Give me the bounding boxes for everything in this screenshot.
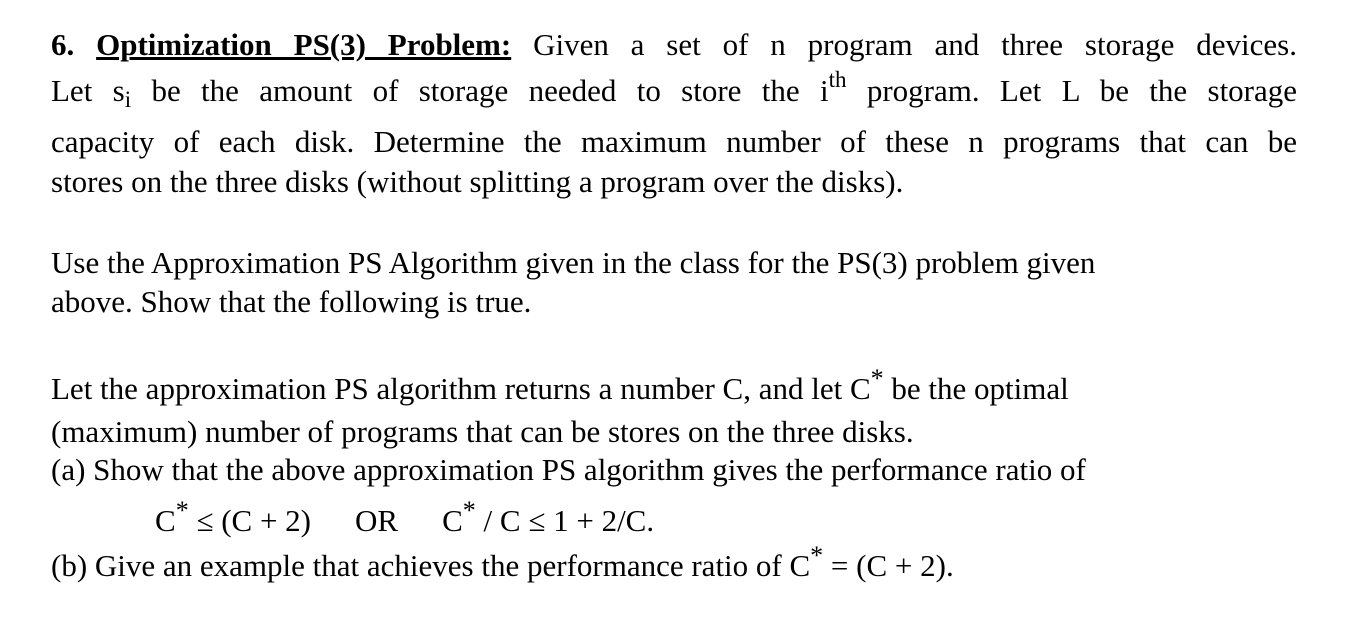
problem-line-2: [51, 67, 1298, 112]
formula-star: *: [175, 496, 189, 525]
instructions-line-2: above. Show that the following is true.: [51, 284, 532, 319]
part-a: (a) Show that the above approximation PS algorithm gives the performance ratio of: [51, 452, 1086, 487]
statement-line-2: (maximum) number of programs that can be stores on the three disks.: [51, 414, 914, 449]
formula-c: C: [155, 503, 176, 538]
formula-c2: C: [442, 503, 463, 538]
line2-text-c: program. Let L be the storage: [866, 73, 1298, 108]
superscript-th: th: [828, 67, 847, 92]
part-b-text-a: (b) Give an example that achieves the performance ratio of C: [51, 548, 811, 583]
statement-text-b: be the optimal: [891, 371, 1069, 406]
problem-line-4: stores on the three disks (without splitting a program over the disks).: [51, 164, 904, 199]
formula-star-2: *: [462, 496, 476, 525]
part-b: [51, 541, 954, 584]
part-b-text-b: = (C + 2).: [830, 548, 954, 583]
problem-line-1: [51, 27, 1297, 63]
line2-text-a: Let s: [51, 73, 125, 108]
formula-or: OR: [355, 503, 399, 538]
line2-text-b: be the amount of storage needed to store the i: [151, 73, 829, 108]
problem-number: 6.: [51, 27, 75, 62]
part-b-star: *: [810, 541, 824, 570]
problem-title: Optimization PS(3) Problem:: [96, 27, 512, 62]
subscript-i: i: [124, 87, 132, 112]
instructions-line-1: Use the Approximation PS Algorithm given in the class for the PS(3) problem given: [51, 245, 1096, 280]
formula-right: / C ≤ 1 + 2/C.: [483, 503, 655, 538]
statement-line-1: [51, 364, 1069, 407]
statement-text-a: Let the approximation PS algorithm returns a number C, and let C: [51, 371, 871, 406]
performance-ratio-formula: [155, 496, 655, 539]
problem-intro-text: Given a set of n program and three storage devices.: [533, 27, 1297, 62]
problem-line-3: capacity of each disk. Determine the maximum number of these n programs that can be: [51, 124, 1297, 159]
formula-left: ≤ (C + 2): [196, 503, 312, 538]
asterisk-superscript: *: [870, 364, 884, 393]
